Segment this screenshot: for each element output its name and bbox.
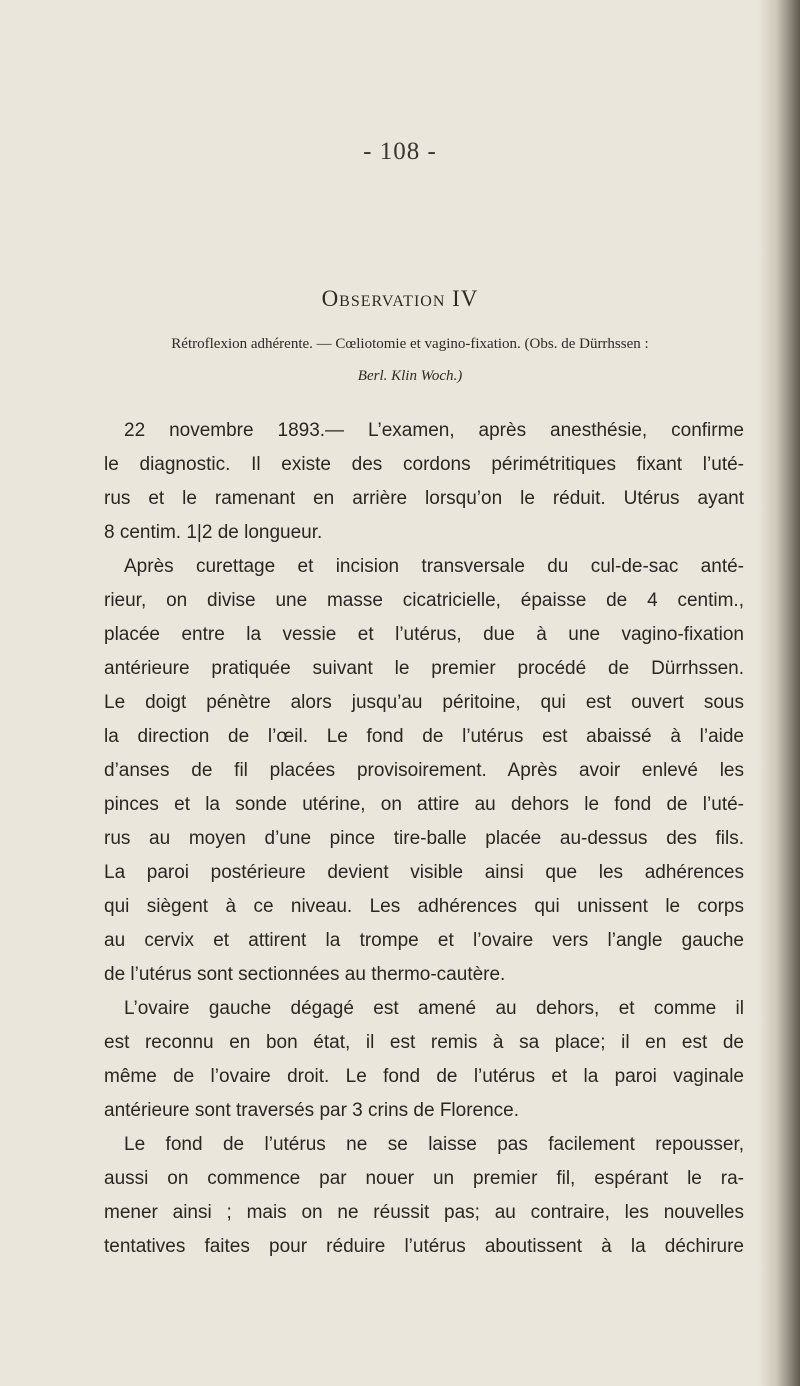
subtitle-source: Berl. Klin Woch.): [357, 368, 463, 384]
text-line: rus au moyen d’une pince tire-balle placée au-dessus des fils.: [104, 828, 744, 849]
text-line: Le doigt pénètre alors jusqu’au péritoine, qui est ouvert sous: [104, 692, 744, 713]
text-line: Le fond de l’utérus ne se laisse pas facilement repousser,: [124, 1134, 744, 1155]
text-line: placée entre la vessie et l’utérus, due à une vagino-fixation: [104, 624, 744, 645]
text-line: au cervix et attirent la trompe et l’ovaire vers l’angle gauche: [104, 930, 744, 951]
text-line: 8 centim. 1|2 de longueur.: [104, 522, 323, 543]
text-line: de l’utérus sont sectionnées au thermo-cautère.: [104, 964, 506, 985]
text-line: antérieure sont traversés par 3 crins de Florence.: [104, 1100, 520, 1121]
text-line: mener ainsi ; mais on ne réussit pas; au contraire, les nouvelles: [104, 1202, 744, 1223]
page-number: - 108 -: [363, 138, 437, 165]
body-text: [104, 414, 744, 1264]
text-line: La paroi postérieure devient visible ainsi que les adhérences: [104, 862, 744, 883]
text-line: L’ovaire gauche dégagé est amené au dehors, et comme il: [124, 998, 744, 1019]
text-line: qui siègent à ce niveau. Les adhérences qui unissent le corps: [104, 896, 744, 917]
observation-title: Observation IV: [321, 286, 479, 311]
text-line: rieur, on divise une masse cicatricielle, épaisse de 4 centim.,: [104, 590, 744, 611]
text-line: 22 novembre 1893.— L’examen, après anesthésie, confirme: [124, 420, 744, 441]
text-line: le diagnostic. Il existe des cordons périmétritiques fixant l’uté-: [104, 454, 744, 475]
text-line: est reconnu en bon état, il est remis à sa place; il en est de: [104, 1032, 744, 1053]
text-line: pinces et la sonde utérine, on attire au dehors le fond de l’uté-: [104, 794, 744, 815]
page-edge-shadow: [758, 0, 800, 1386]
text-line: d’anses de fil placées provisoirement. Après avoir enlevé les: [104, 760, 744, 781]
text-line: aussi on commence par nouer un premier fil, espérant le ra-: [104, 1168, 744, 1189]
text-line: tentatives faites pour réduire l’utérus aboutissent à la déchirure: [104, 1236, 744, 1257]
text-line: la direction de l’œil. Le fond de l’utérus est abaissé à l’aide: [104, 726, 744, 747]
observation-subtitle: [110, 328, 710, 392]
subtitle-line: Rétroflexion adhérente. — Cœliotomie et vagino-fixation. (Obs. de Dürrhssen :: [171, 336, 649, 352]
text-line: rus et le ramenant en arrière lorsqu’on le réduit. Utérus ayant: [104, 488, 744, 509]
text-line: même de l’ovaire droit. Le fond de l’utérus et la paroi vaginale: [104, 1066, 744, 1087]
text-line: Après curettage et incision transversale du cul-de-sac anté-: [124, 556, 744, 577]
text-line: antérieure pratiquée suivant le premier procédé de Dürrhssen.: [104, 658, 744, 679]
